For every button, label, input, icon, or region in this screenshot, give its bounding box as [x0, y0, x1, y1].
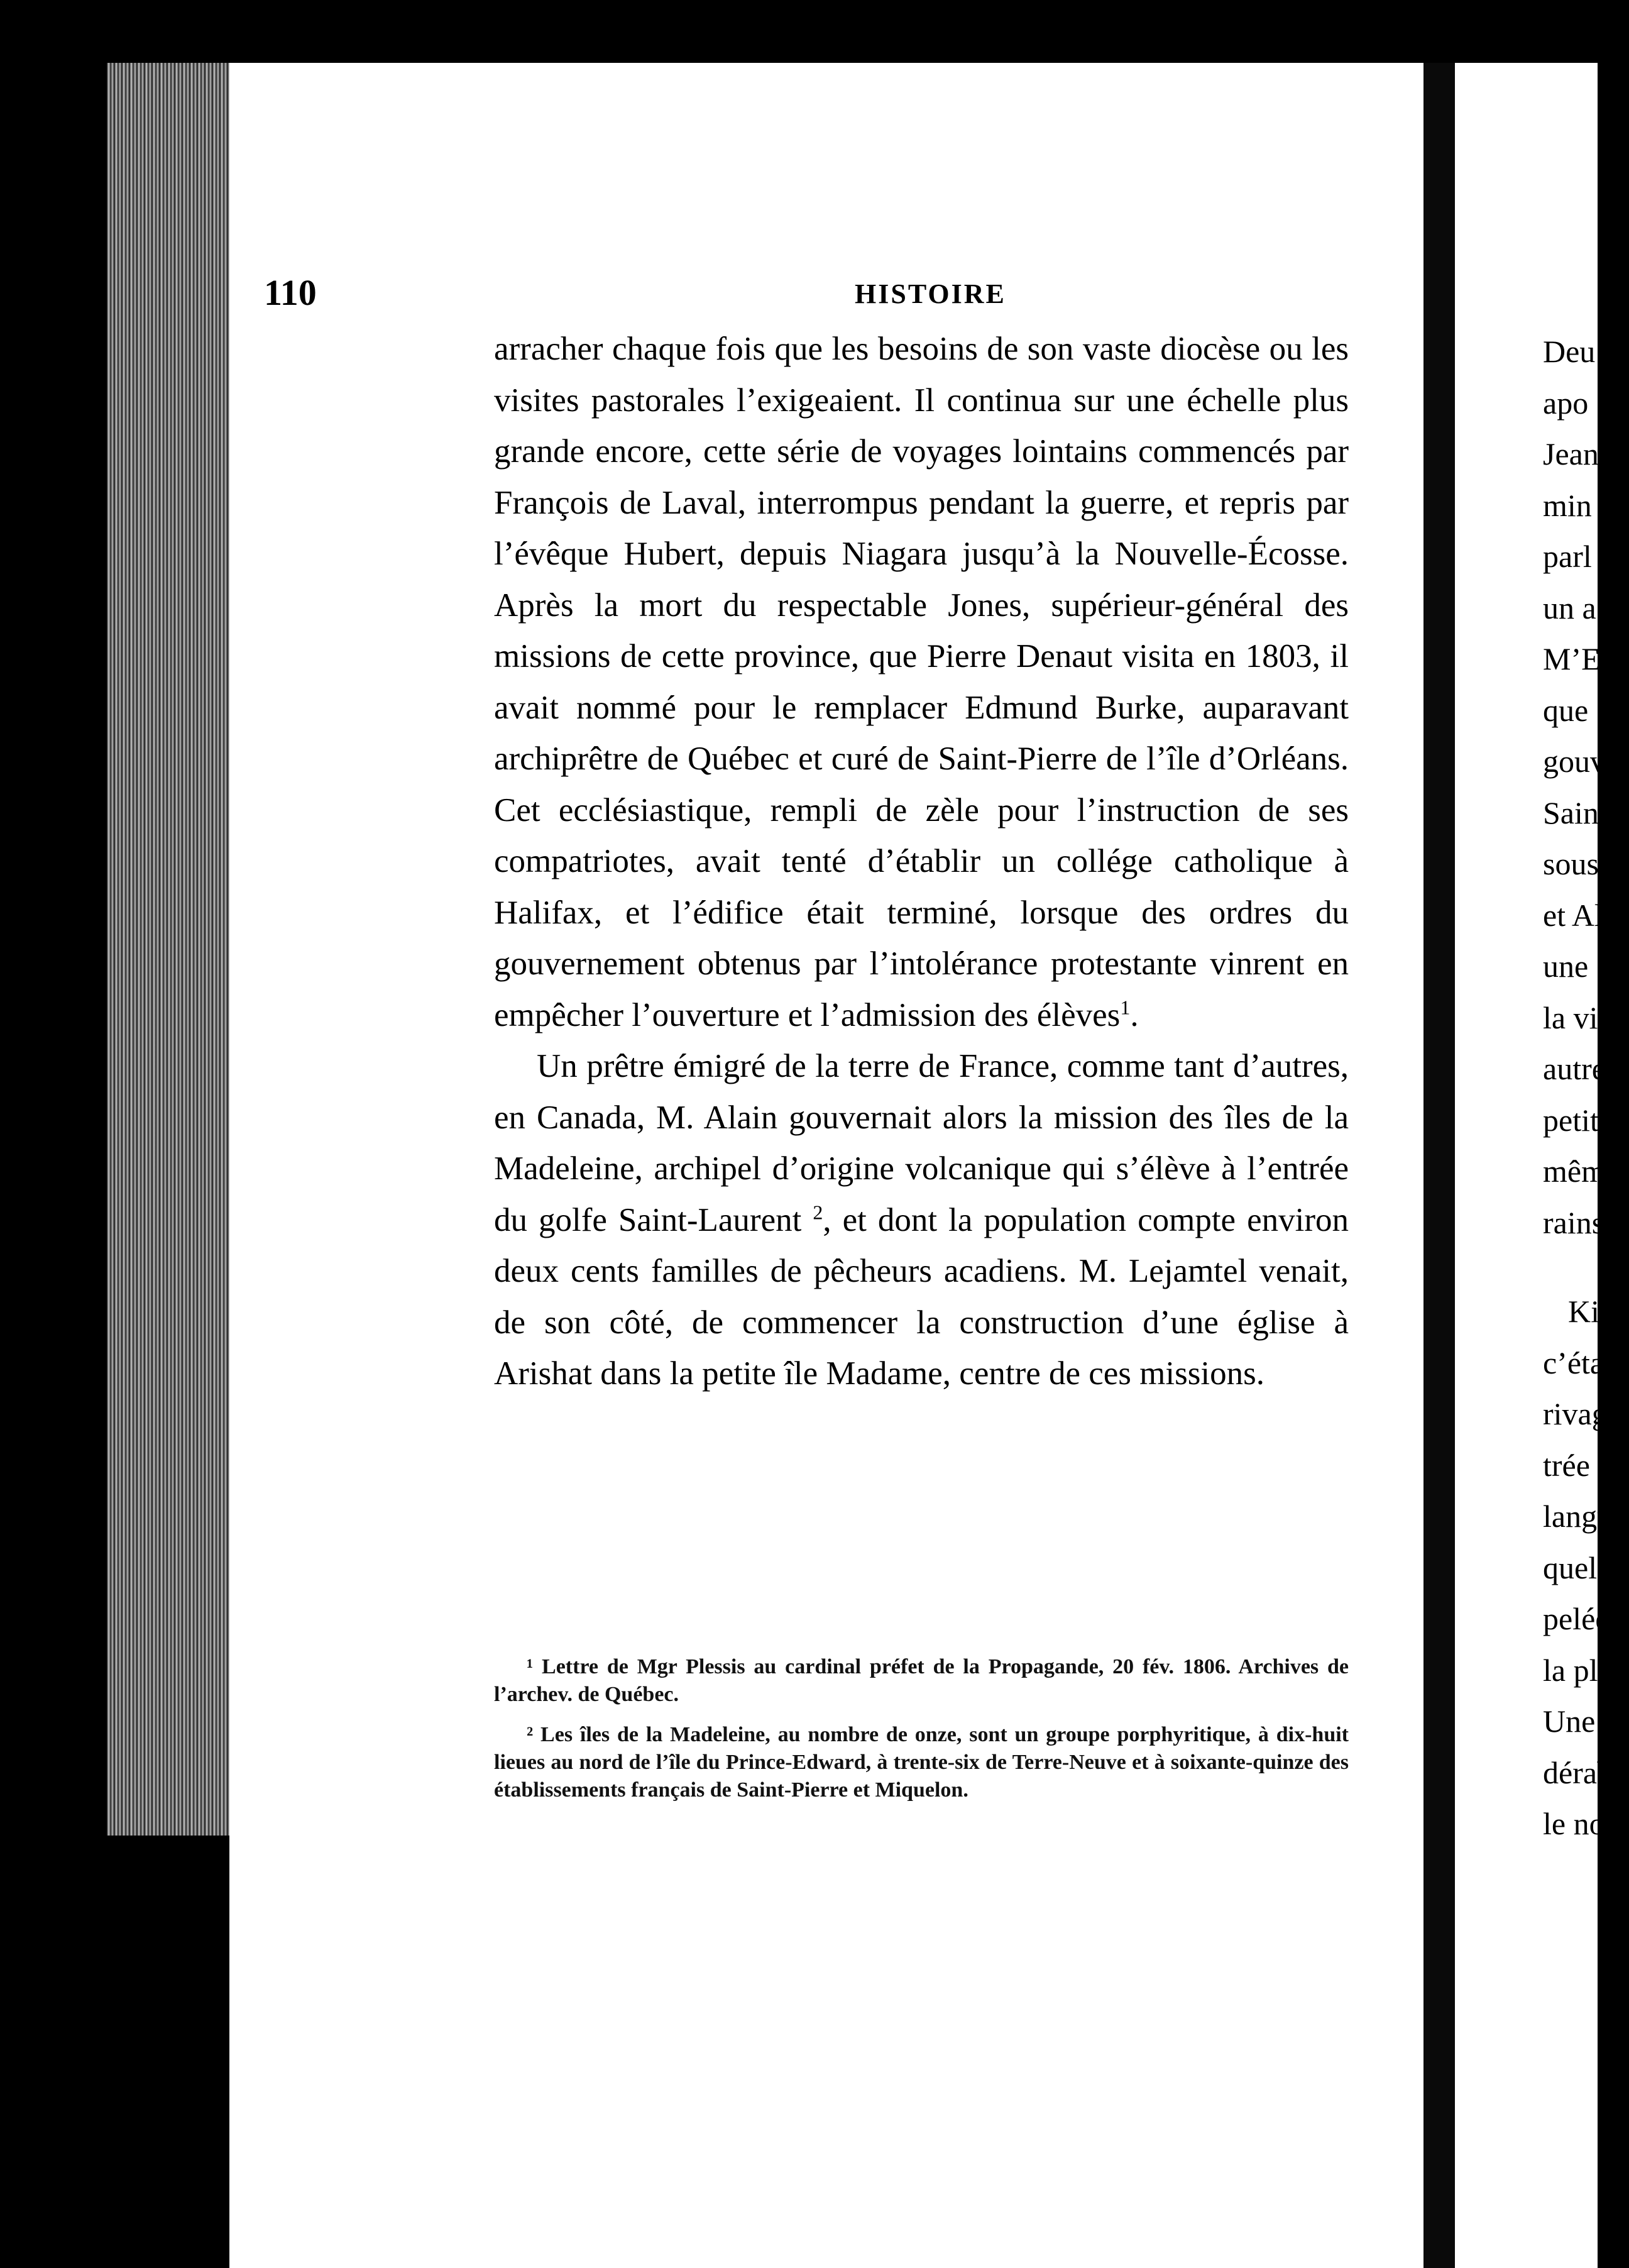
footnote: ¹ Lettre de Mgr Plessis au cardinal préfet de la Propagande, 20 fév. 1806. Archives de l’archev. de Québec. — [494, 1655, 1349, 1706]
footnotes — [494, 1653, 1349, 1817]
facing-page-fragment — [1455, 63, 1629, 2268]
facing-page-line: Deu — [1543, 334, 1596, 369]
page-number: 110 — [264, 272, 317, 313]
facing-page-line: Une c — [1543, 1704, 1617, 1739]
facing-page-line: rivag — [1543, 1396, 1608, 1431]
facing-page-line: un a — [1543, 590, 1596, 625]
facing-page-line: que — [1543, 692, 1589, 728]
running-title: HISTOIRE — [855, 278, 1006, 309]
book-page-edges — [107, 63, 233, 1836]
scan-border-left — [0, 0, 107, 2268]
facing-page-line: gouv — [1543, 744, 1606, 779]
facing-page-line: la vi — [1543, 999, 1598, 1035]
facing-page-line: même — [1543, 1153, 1620, 1189]
footnote-marker: 2 — [813, 1200, 823, 1223]
facing-page-line: une — [1543, 949, 1589, 984]
facing-page-line: Jean — [1543, 436, 1599, 471]
facing-page-line: Ki — [1568, 1294, 1599, 1329]
facing-page-line: le nom — [1543, 1806, 1629, 1841]
paragraph-text: arracher chaque fois que les besoins de son vaste diocèse ou les visites pastorales l’exigeaient. Il continua sur une échelle plus grande encore, cette série de voyages lointains commencés par François de Laval, interrompus pendant la guerre, et repris par l’évêque Hubert, depuis Niagara jusqu’à la Nouvelle-Écosse. Après la mort du respectable Jones, supérieur-général des missions de cette province, que Pierre Denaut visita en 1803, il avait nommé pour le remplacer Edmund Burke, auparavant archiprêtre de Québec et curé de Saint-Pierre de l’île d’Orléans. Cet ecclésiastique, rempli de zèle pour l’instruction de ses compatriotes, avait tenté d’établir un collége catholique à Halifax, et l’édifice était terminé, lorsque des ordres du gouvernement obtenus par l’intolérance protestante vinrent en empêcher l’ouverture et l’admission des élèves — [494, 331, 1349, 1033]
book-gutter — [1423, 63, 1455, 2268]
facing-page-line: et Al — [1543, 897, 1603, 933]
facing-page-line: rains — [1543, 1204, 1604, 1240]
facing-page-line: quelq — [1543, 1550, 1613, 1585]
facing-page-line: la plu — [1543, 1652, 1614, 1688]
facing-page-line: autre — [1543, 1051, 1606, 1086]
paragraph — [494, 324, 1349, 1041]
facing-page-line: sous — [1543, 846, 1599, 881]
facing-page-line: min — [1543, 487, 1592, 523]
paragraph — [494, 1041, 1349, 1400]
scan-border-bottom-left — [107, 1836, 233, 2268]
facing-page-line: pelée — [1543, 1601, 1610, 1636]
footnote-marker: 1 — [1120, 995, 1131, 1018]
body-text — [494, 324, 1349, 1400]
facing-page-line: trée c — [1543, 1447, 1612, 1483]
facing-page-line: Sain — [1543, 795, 1599, 830]
facing-page-line: parl — [1543, 539, 1592, 574]
facing-page-line: c’étai — [1543, 1345, 1613, 1380]
facing-page-line: dérabl — [1543, 1754, 1621, 1790]
paragraph-end: . — [1130, 996, 1139, 1033]
facing-page-line: apo — [1543, 385, 1589, 421]
paragraph-text: Un prêtre émigré de la terre de France, comme tant d’autres, en Canada, M. Alain gouvernait alors la mission des îles de la Madeleine, archipel d’origine volcanique qui s’élève à l’entrée du golfe Saint-Laurent — [494, 1048, 1349, 1238]
facing-page-line: petit — [1543, 1102, 1599, 1138]
facing-page-line: M’E — [1543, 641, 1601, 676]
footnote: ² Les îles de la Madeleine, au nombre de onze, sont un groupe porphyritique, à dix-huit lieues au nord de l’île du Prince-Edward, à trente-six de Terre-Neuve et à soixante-quinze des établissements français de Saint-Pierre et Miquelon. — [494, 1723, 1349, 1802]
facing-page-line: langu — [1543, 1499, 1613, 1534]
paragraph-text: , et dont la population compte environ deux cents familles de pêcheurs acadiens. M. Lejamtel venait, de son côté, de commencer la construction d’une église à Arishat dans la petite île Madame, centre de ces missions. — [494, 1201, 1349, 1392]
